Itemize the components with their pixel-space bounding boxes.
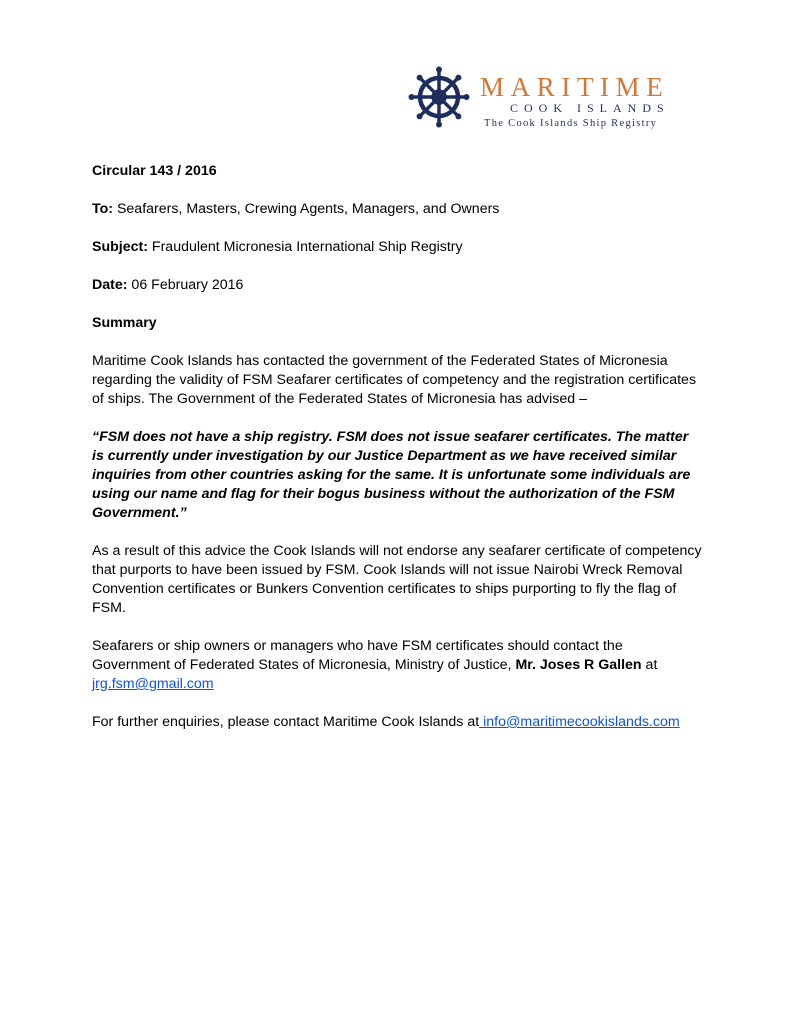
to-label: To:	[92, 201, 114, 217]
mci-email-link[interactable]: info@maritimecookislands.com	[479, 714, 680, 730]
date-label: Date:	[92, 277, 128, 293]
circular-number: Circular 143 / 2016	[92, 163, 217, 179]
fsm-contact-name: Mr. Joses R Gallen	[515, 657, 642, 673]
subject-label: Subject:	[92, 239, 148, 255]
circular-document	[92, 162, 704, 732]
subject-value: Fraudulent Micronesia International Ship Registry	[147, 239, 463, 255]
to-line	[92, 200, 704, 219]
summary-heading: Summary	[92, 315, 157, 331]
fsm-quote-paragraph: “FSM does not have a ship registry. FSM does not issue seafarer certificates. The matter is currently under investigation by our Justice Department as we have received similar inquiries from other countries asking for the same. It is unfortunate some individuals are using our name and flag for their bogus business without the authorization of the FSM Government.”	[92, 429, 691, 521]
to-value: Seafarers, Masters, Crewing Agents, Managers, and Owners	[113, 201, 500, 217]
intro-paragraph: Maritime Cook Islands has contacted the government of the Federated States of Micronesia regarding the validity of FSM Seafarer certificates of competency and the registration certificates of ships. The Government of the Federated States of Micronesia has advised –	[92, 353, 697, 407]
fsm-contact-text: Seafarers or ship owners or managers who have FSM certificates should contact the Government of Federated States of Micronesia, Ministry of Justice,	[92, 638, 623, 673]
fsm-contact-at: at	[641, 657, 658, 673]
fsm-email-link[interactable]: jrg.fsm@gmail.com	[92, 676, 214, 692]
logo-subtitle: COOK ISLANDS	[510, 101, 670, 115]
date-line	[92, 276, 704, 295]
logo-title: MARITIME	[480, 72, 670, 102]
result-paragraph: As a result of this advice the Cook Islands will not endorse any seafarer certificate of competency that purports to have been issued by FSM. Cook Islands will not issue Nairobi Wreck Removal Convention certificates or Bunkers Convention certificates to ships purporting to fly the flag of FSM.	[92, 543, 702, 616]
date-value: 06 February 2016	[127, 277, 244, 293]
maritime-cook-islands-logo	[408, 66, 670, 136]
ship-wheel-icon	[408, 66, 470, 128]
subject-line	[92, 238, 704, 257]
mci-contact-paragraph	[92, 713, 704, 732]
logo-tagline: The Cook Islands Ship Registry	[484, 118, 658, 129]
fsm-contact-paragraph	[92, 637, 704, 694]
mci-contact-text: For further enquiries, please contact Maritime Cook Islands at	[92, 714, 480, 730]
